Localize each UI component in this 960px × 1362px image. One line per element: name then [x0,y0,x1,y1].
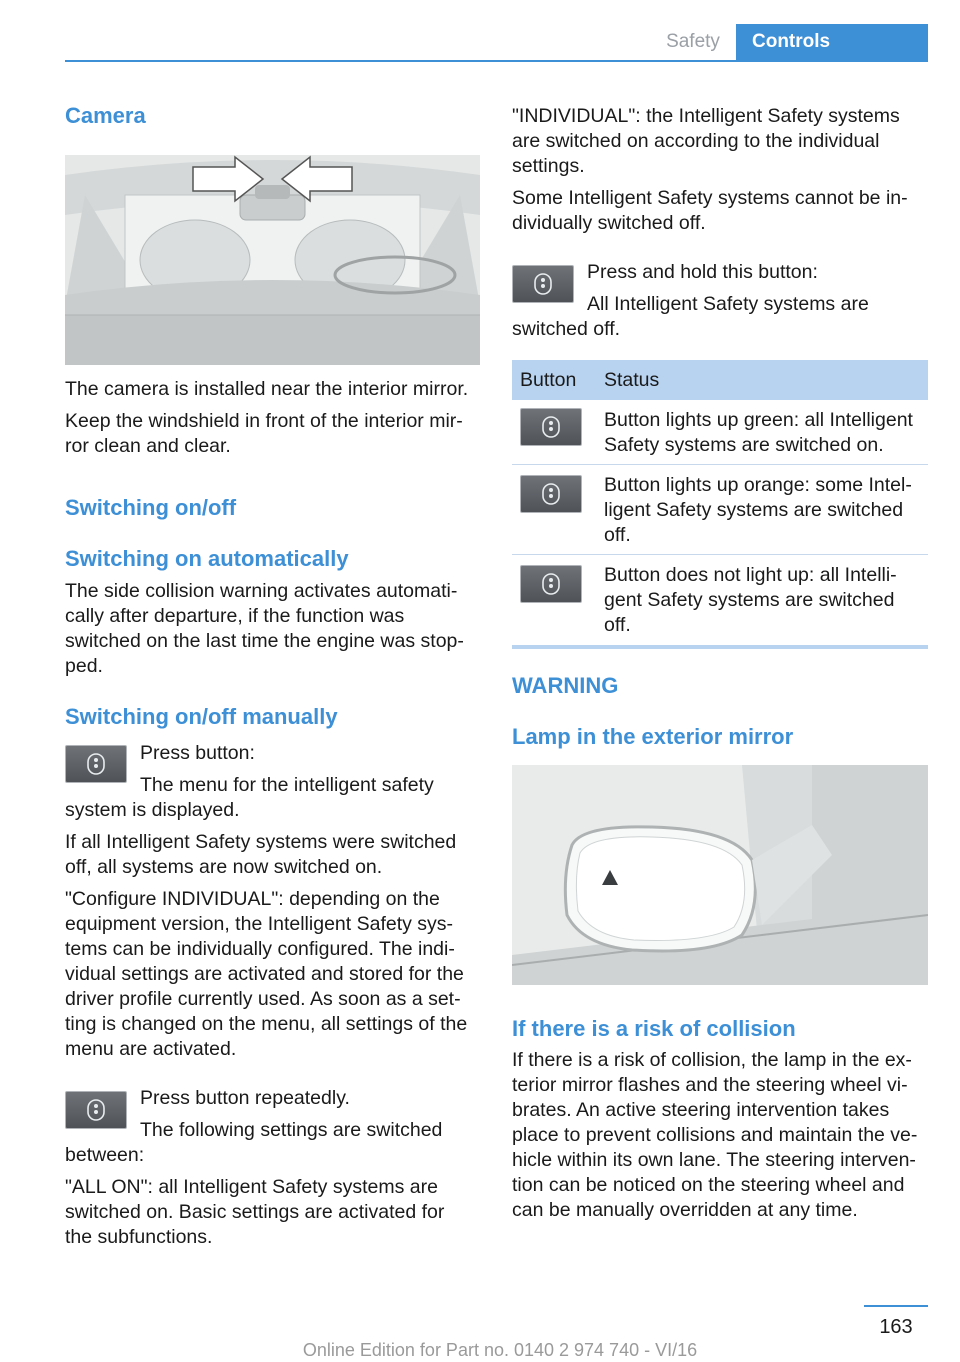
footer-edition: Online Edition for Part no. 0140 2 974 740 - VI/16 [302,1340,698,1360]
table-row [512,465,928,555]
safety-button-icon [520,475,582,513]
risk-text-4: place to prevent collisions and maintain the ve- [512,1124,918,1146]
switching-heading: Switching on/off [65,495,237,520]
individual-text-3: settings. [512,155,585,177]
auto-text-2: cally after departure, if the function was [65,605,405,627]
allon-text-1: "ALL ON": all Intelligent Safety systems are [65,1176,438,1198]
header-chapter-tab: Controls [736,24,928,60]
status-line: Button does not light up: all Intelli- [604,564,897,586]
col-button-header: Button [512,360,604,400]
col-status-header: Status [604,360,928,400]
status-line: Safety systems are switched on. [604,434,884,456]
auto-heading: Switching on automatically [65,546,349,571]
auto-text-1: The side collision warning activates automati- [65,580,458,602]
press-repeat-text: Press button repeatedly. [140,1087,350,1109]
table-row [512,400,928,465]
status-line: off. [604,524,631,546]
hold-text-1: Press and hold this button: [587,261,818,283]
safety-button-icon [520,565,582,603]
allon-text-3: the subfunctions. [65,1226,213,1248]
cfg-text-3: tems can be individually configured. The indi- [65,938,455,960]
status-line: Button lights up orange: some Intel- [604,474,912,496]
camera-heading: Camera [65,103,146,128]
individual-text-1: "INDIVIDUAL": the Intelligent Safety systems [512,105,900,127]
safety-button-icon [520,408,582,446]
auto-text-4: ped. [65,655,103,677]
cfg-text-4: vidual settings are activated and stored for the [65,963,464,985]
table-row [512,555,928,648]
header-section-label: Safety [666,31,720,52]
alloff-text-2: off, all systems are now switched on. [65,856,383,878]
table-cell-status [604,555,928,648]
cfg-text-2: equipment version, the Intelligent Safety sys- [65,913,454,935]
footer-page-rule [864,1305,928,1307]
risk-heading: If there is a risk of collision [512,1016,796,1041]
cfg-text-5: driver profile currently used. As soon as a set- [65,988,461,1010]
some-text-1: Some Intelligent Safety systems cannot be in- [512,187,908,209]
switched-text-2: between: [65,1144,145,1166]
press-button-text: Press button: [140,742,255,764]
risk-text-3: brates. An active steering intervention takes [512,1099,890,1121]
camera-text-2b: ror clean and clear. [65,435,231,457]
risk-text-5: hicle within its own lane. The steering interven- [512,1149,916,1171]
risk-text-2: terior mirror flashes and the steering wheel vi- [512,1074,908,1096]
individual-text-2: are switched on according to the individual [512,130,880,152]
cfg-text-6: ting is changed on the menu, all settings of the [65,1013,468,1035]
risk-text-7: can be manually overridden at any time. [512,1199,858,1221]
cfg-text-1: "Configure INDIVIDUAL": depending on the [65,888,440,910]
menu-text-1: The menu for the intelligent safety [140,774,434,796]
table-cell-status [604,400,928,465]
switched-text-1: The following settings are switched [140,1119,443,1141]
some-text-2: dividually switched off. [512,212,706,234]
safety-button-icon [65,1091,127,1129]
camera-text-1: The camera is installed near the interior mirror. [65,378,469,400]
camera-text-2a: Keep the windshield in front of the interior mir- [65,410,463,432]
auto-text-3: switched on the last time the engine was stop- [65,630,464,652]
warning-heading: WARNING [512,673,619,698]
alloff-text-1: If all Intelligent Safety systems were switched [65,831,457,853]
risk-text-1: If there is a risk of collision, the lamp in the ex- [512,1049,912,1071]
safety-button-icon [65,745,127,783]
lamp-heading: Lamp in the exterior mirror [512,724,794,749]
hold-text-2: All Intelligent Safety systems are [587,293,869,315]
cfg-text-7: menu are activated. [65,1038,237,1060]
header-rule [65,60,928,62]
camera-illustration [65,155,480,365]
table-cell-button [512,465,604,555]
table-cell-button [512,555,604,648]
status-table [512,360,928,649]
table-cell-status [604,465,928,555]
status-line: Button lights up green: all Intelligent [604,409,913,431]
page-number: 163 [879,1316,913,1338]
table-cell-button [512,400,604,465]
allon-text-2: switched on. Basic settings are activated for [65,1201,445,1223]
table-header-row [512,360,928,400]
manual-heading: Switching on/off manually [65,704,338,729]
mirror-illustration [512,765,928,985]
status-line: off. [604,614,631,636]
menu-text-2: system is displayed. [65,799,240,821]
status-line: ligent Safety systems are switched [604,499,904,521]
safety-button-icon [512,265,574,303]
status-line: gent Safety systems are switched [604,589,895,611]
risk-text-6: tion can be noticed on the steering wheel and [512,1174,905,1196]
hold-text-3: switched off. [512,318,621,340]
